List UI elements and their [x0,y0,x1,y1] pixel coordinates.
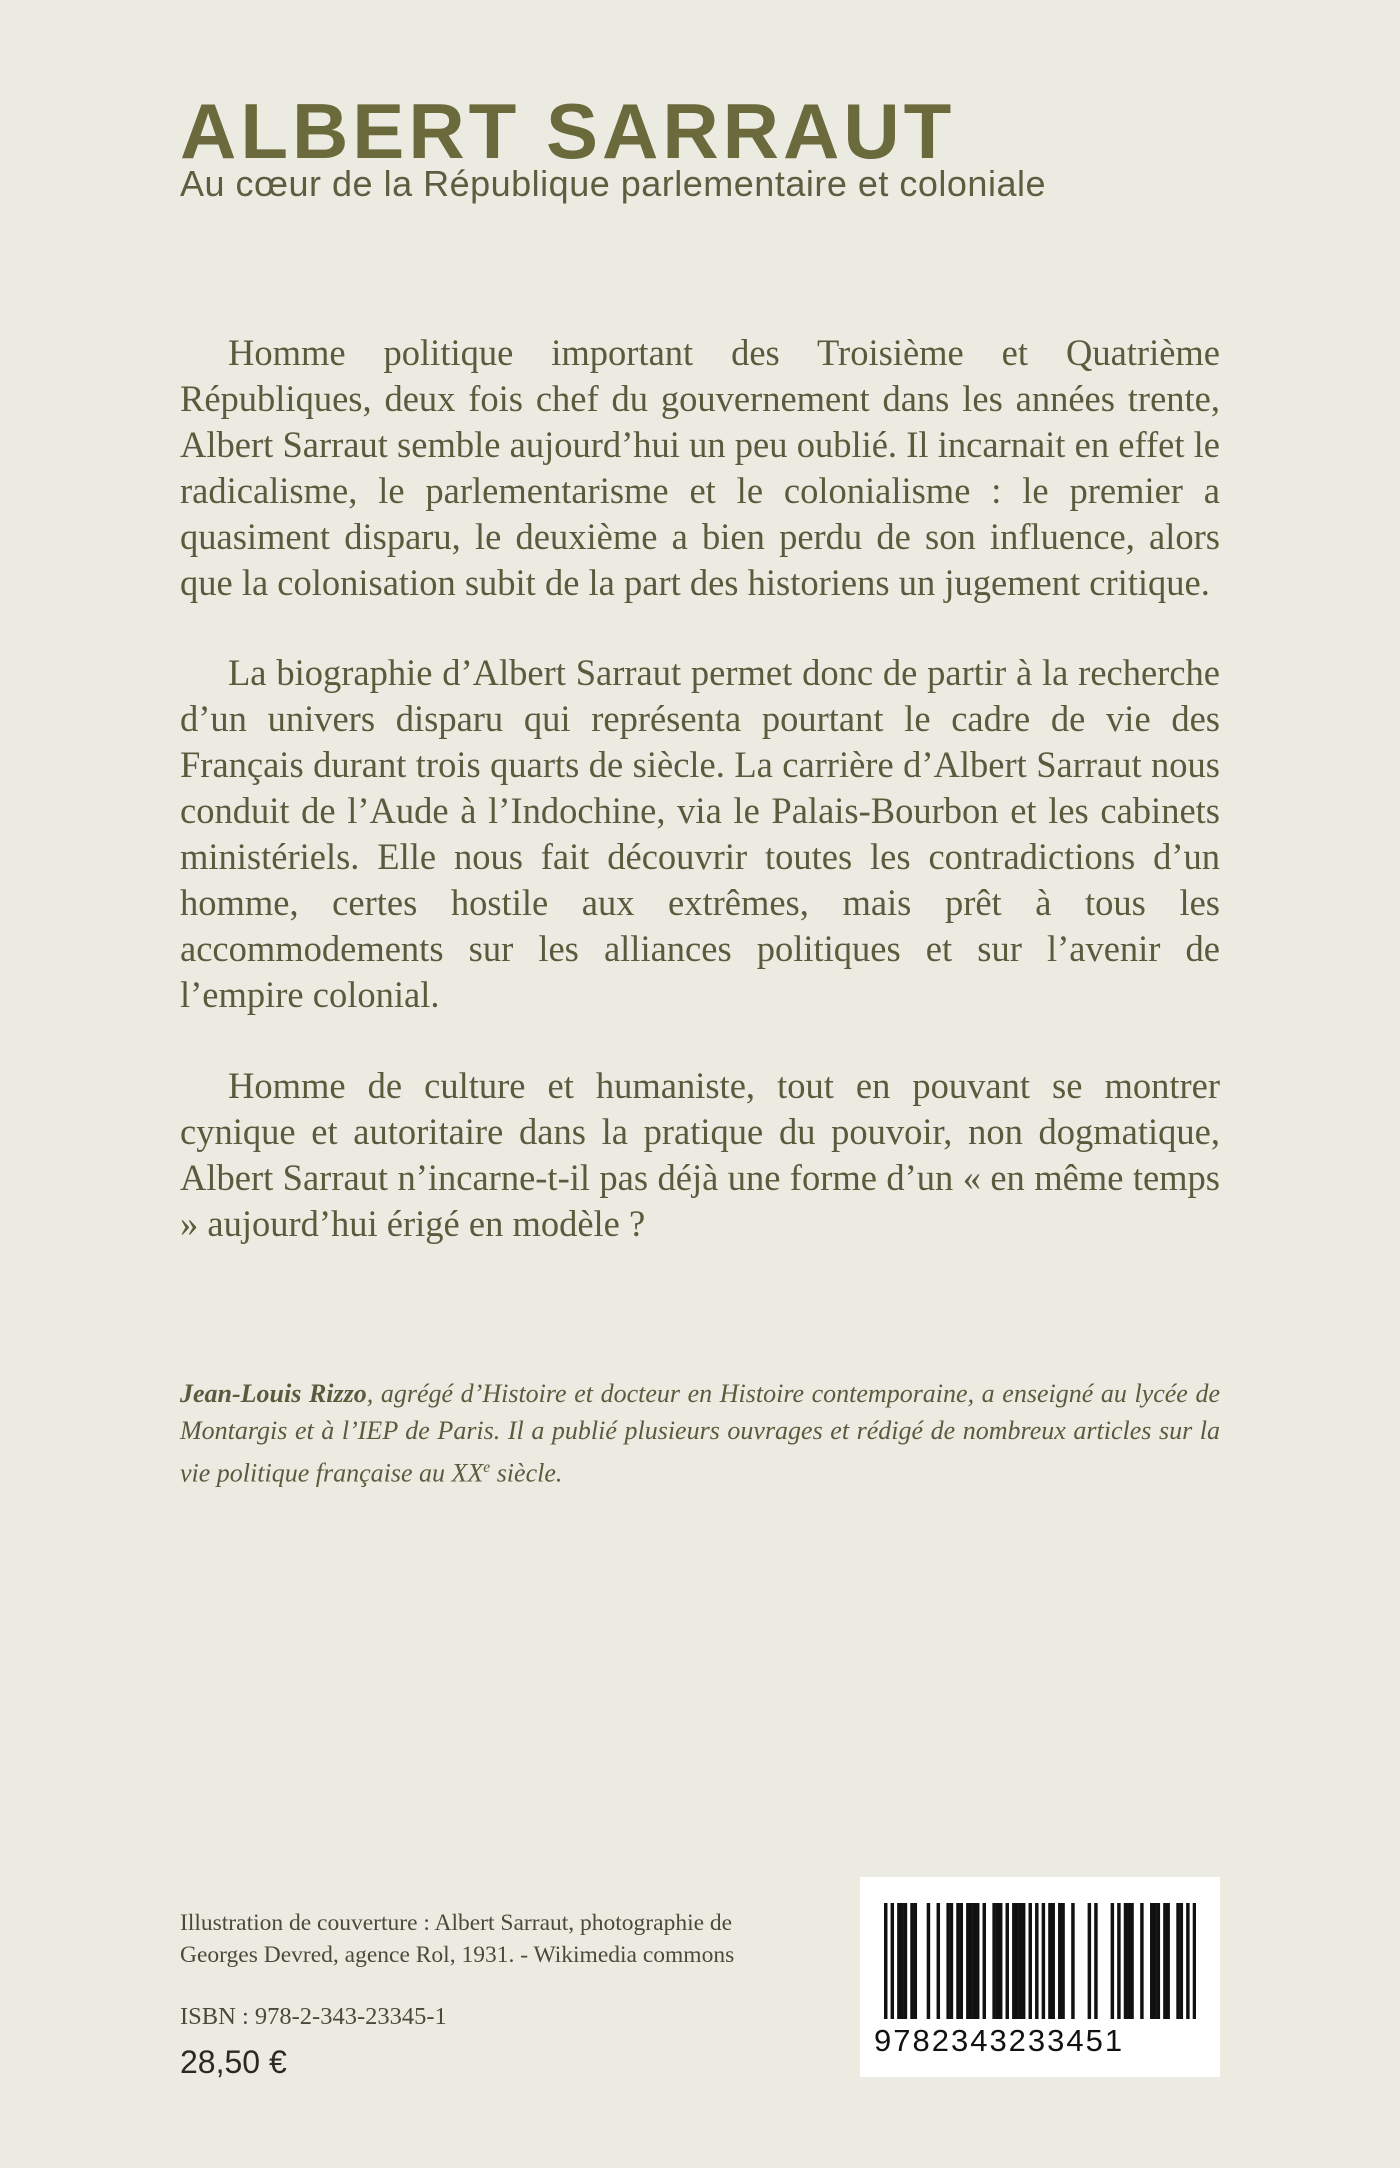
barcode-bar [1140,1903,1143,2019]
blurb-paragraph-1 [180,330,1220,606]
author-bio-text: , agrégé d’Histoire et docteur en Histoire contemporaine, a enseigné au lycée de Montargis et à l’IEP de Paris. Il a publié plusieurs ouvrages et rédigé de nombreux articles sur la vie politique française au XX [180,1379,1220,1488]
barcode-bar [910,1903,913,2019]
barcode-bar [1130,1903,1133,2019]
barcode-bar [946,1903,949,2019]
barcode-bar [1186,1903,1189,2019]
barcode-bar [960,1903,963,2019]
barcode-bar [884,1903,887,2019]
barcode-bar [1117,1903,1120,2019]
blurb-paragraph-2 [180,650,1220,1018]
barcode-bar [950,1903,953,2019]
barcode-bar [996,1903,999,2019]
blurb-paragraph-3 [180,1063,1220,1247]
barcode-bar [1042,1903,1045,2019]
barcode-bar [897,1903,900,2019]
barcode-bar [969,1903,972,2019]
barcode-bar [1012,1903,1015,2019]
price: 28,50 € [180,2044,287,2080]
barcode-bar [1153,1903,1156,2019]
barcode-bar [927,1903,930,2019]
blurb-text-1: Homme politique important des Troisième et Quatrième Républiques, deux fois chef du gouvernement dans les années trente, Albert Sarraut semble aujourd’hui un peu oublié. Il incarnait en effet le radicalisme, le parlementarisme et le colonialisme : le premier a quasiment disparu, le deuxième a bien perdu de son influence, alors que la colonisation subit de la part des historiens un jugement critique. [180,332,1220,603]
barcode-bar [1166,1903,1169,2019]
barcode-bar [1022,1903,1025,2019]
author-bio-end: siècle. [490,1458,563,1488]
barcode-bar [1029,1903,1032,2019]
barcode-bar [1124,1903,1127,2019]
barcode-bar [914,1903,917,2019]
barcode-bar [1088,1903,1091,2019]
barcode-bar [1111,1903,1114,2019]
barcode-bar [1157,1903,1160,2019]
book-title: ALBERT SARRAUT [180,87,956,175]
barcode-bar [999,1903,1002,2019]
barcode-bar [1127,1903,1130,2019]
barcode-bar [973,1903,976,2019]
barcode-bars [884,1903,1196,2019]
author-name: Jean-Louis Rizzo [180,1379,367,1408]
barcode-bar [1019,1903,1022,2019]
blurb-text-2: La biographie d’Albert Sarraut permet donc de partir à la recherche d’un univers disparu qui représenta pourtant le cadre de vie des Français durant trois quarts de siècle. La carrière d’Albert Sarraut nous conduit de l’Aude à l’Indochine, via le Palais-Bourbon et les cabinets ministériels. Elle nous fait découvrir toutes les contradictions d’un homme, certes hostile aux extrêmes, mais prêt à tous les accommodements sur les alliances politiques et sur l’avenir de l’empire colonial. [180,652,1220,1015]
author-bio [180,1375,1220,1492]
barcode-bar [900,1903,903,2019]
barcode-bar [904,1903,907,2019]
barcode-bar [966,1903,969,2019]
book-subtitle: Au cœur de la République parlementaire et coloniale [180,163,1046,204]
barcode-digits: 9782343233451 [874,2023,1125,2058]
barcode-bar [976,1903,979,2019]
barcode-bar [1048,1903,1051,2019]
blurb-text-3: Homme de culture et humaniste, tout en pouvant se montrer cynique et autoritaire dans la pratique du pouvoir, non dogmatique, Albert Sarraut n’incarne-t-il pas déjà une forme d’un « en même temps » aujourd’hui érigé en modèle ? [180,1065,1220,1244]
barcode-bar [1035,1903,1038,2019]
barcode-bar [1071,1903,1074,2019]
barcode-bar [1058,1903,1061,2019]
barcode-bar [937,1903,940,2019]
author-bio-superscript: e [483,1459,491,1476]
barcode-bar [1176,1903,1179,2019]
barcode-bar [891,1903,894,2019]
barcode-bar [1006,1903,1009,2019]
barcode-bar [1163,1903,1166,2019]
barcode-bar [983,1903,986,2019]
barcode [860,1877,1220,2077]
barcode-bar [1094,1903,1097,2019]
barcode-bar [1051,1903,1054,2019]
cover-credit: Illustration de couverture : Albert Sarraut, photographie de Georges Devred, agence Rol, 1931. - Wikimedia commons [180,1910,735,1968]
barcode-bar [1193,1903,1196,2019]
barcode-bar [1061,1903,1064,2019]
barcode-bar [992,1903,995,2019]
isbn: ISBN : 978-2-343-23345-1 [180,2003,447,2030]
barcode-bar [956,1903,959,2019]
barcode-bar [1015,1903,1018,2019]
barcode-bar [1180,1903,1183,2019]
barcode-bar [1150,1903,1153,2019]
